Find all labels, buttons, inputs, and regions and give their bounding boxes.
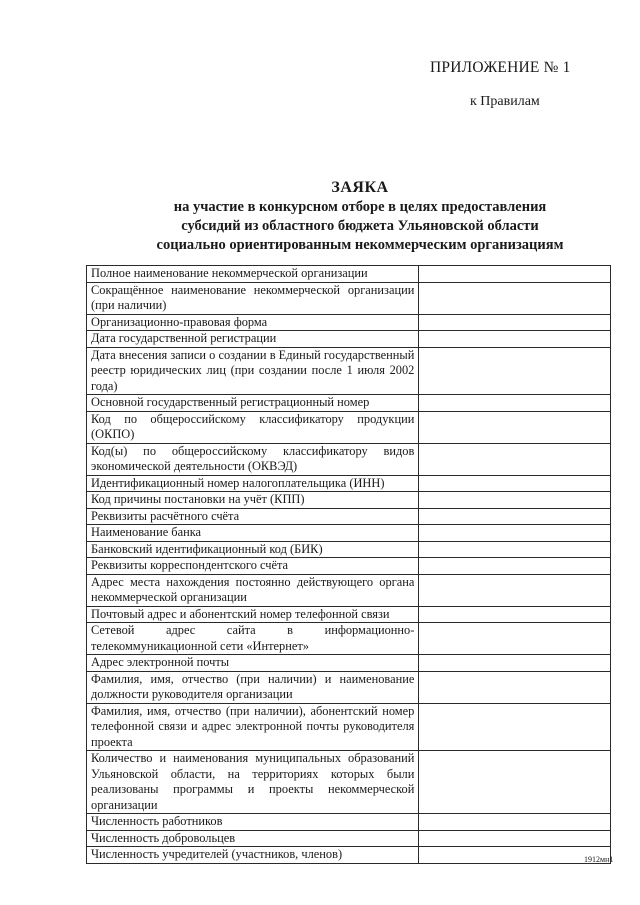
application-form-table — [86, 265, 614, 864]
field-value[interactable] — [419, 814, 611, 831]
field-label: Код по общероссийскому классификатору продукции (ОКПО) — [87, 411, 419, 443]
field-label: Адрес электронной почты — [87, 655, 419, 672]
field-value[interactable] — [419, 830, 611, 847]
table-row — [87, 347, 611, 395]
field-value[interactable] — [419, 347, 611, 395]
field-label: Численность добровольцев — [87, 830, 419, 847]
heading-line-1: на участие в конкурсном отборе в целях предоставления — [173, 199, 547, 215]
field-value[interactable] — [419, 492, 611, 509]
field-label: Численность работников — [87, 814, 419, 831]
field-label: Дата государственной регистрации — [87, 331, 419, 348]
field-label: Почтовый адрес и абонентский номер телефонной связи — [87, 606, 419, 623]
field-value[interactable] — [419, 411, 611, 443]
field-value[interactable] — [419, 655, 611, 672]
table-row — [87, 751, 611, 814]
table-row — [87, 331, 611, 348]
table-row — [87, 558, 611, 575]
field-label: Количество и наименования муниципальных образований Ульяновской области, на территориях которых были реализованы программы и проекты некоммерческой организации — [87, 751, 419, 814]
document-title: ЗАЯКА — [331, 179, 389, 196]
document-code: 1912мн1 — [584, 855, 614, 864]
table-row — [87, 655, 611, 672]
field-value[interactable] — [419, 475, 611, 492]
table-row — [87, 525, 611, 542]
field-value[interactable] — [419, 703, 611, 751]
appendix-subtitle: к Правилам — [470, 94, 540, 109]
heading-line-2: субсидий из областного бюджета Ульяновской области — [181, 218, 539, 234]
field-label: Полное наименование некоммерческой организации — [87, 266, 419, 283]
field-label: Сетевой адрес сайта в информационно-телекоммуникационной сети «Интернет» — [87, 623, 419, 655]
table-row — [87, 847, 611, 864]
field-label: Фамилия, имя, отчество (при наличии) и наименование должности руководителя организации — [87, 671, 419, 703]
appendix-title: ПРИЛОЖЕНИЕ № 1 — [430, 59, 571, 76]
document-heading — [100, 178, 620, 255]
field-value[interactable] — [419, 847, 614, 864]
field-value[interactable] — [419, 574, 611, 606]
table-row — [87, 671, 611, 703]
field-label: Дата внесения записи о создании в Единый государственный реестр юридических лиц (при создании после 1 июля 2002 года) — [87, 347, 419, 395]
field-value[interactable] — [419, 525, 611, 542]
field-label: Наименование банка — [87, 525, 419, 542]
table-row — [87, 266, 611, 283]
table-row — [87, 703, 611, 751]
field-label: Реквизиты расчётного счёта — [87, 508, 419, 525]
field-label: Адрес места нахождения постоянно действующего органа некоммерческой организации — [87, 574, 419, 606]
field-label: Численность учредителей (участников, членов) — [87, 847, 419, 864]
field-label: Организационно-правовая форма — [87, 314, 419, 331]
field-value[interactable] — [419, 395, 611, 412]
table-row — [87, 574, 611, 606]
field-value[interactable] — [419, 266, 611, 283]
field-value[interactable] — [419, 314, 611, 331]
table-row — [87, 443, 611, 475]
table-row — [87, 492, 611, 509]
field-value[interactable] — [419, 671, 611, 703]
field-value[interactable] — [419, 751, 611, 814]
field-value[interactable] — [419, 623, 611, 655]
field-value[interactable] — [419, 282, 611, 314]
field-label: Банковский идентификационный код (БИК) — [87, 541, 419, 558]
table-row — [87, 282, 611, 314]
field-label: Идентификационный номер налогоплательщика (ИНН) — [87, 475, 419, 492]
field-label: Реквизиты корреспондентского счёта — [87, 558, 419, 575]
table-row — [87, 395, 611, 412]
field-value[interactable] — [419, 443, 611, 475]
table-row — [87, 623, 611, 655]
field-label: Код причины постановки на учёт (КПП) — [87, 492, 419, 509]
field-label: Фамилия, имя, отчество (при наличии), абонентский номер телефонной связи и адрес электронной почты руководителя проекта — [87, 703, 419, 751]
table-row — [87, 814, 611, 831]
field-value[interactable] — [419, 541, 611, 558]
table-row — [87, 314, 611, 331]
heading-line-3: социально ориентированным некоммерческим организациям — [156, 237, 564, 253]
field-label: Основной государственный регистрационный номер — [87, 395, 419, 412]
table-row — [87, 830, 611, 847]
field-label: Сокращённое наименование некоммерческой организации (при наличии) — [87, 282, 419, 314]
table-row — [87, 475, 611, 492]
field-label: Код(ы) по общероссийскому классификатору видов экономической деятельности (ОКВЭД) — [87, 443, 419, 475]
field-value[interactable] — [419, 606, 611, 623]
table-row — [87, 508, 611, 525]
table-row — [87, 541, 611, 558]
field-value[interactable] — [419, 508, 611, 525]
table-row — [87, 411, 611, 443]
field-value[interactable] — [419, 558, 611, 575]
field-value[interactable] — [419, 331, 611, 348]
table-row — [87, 606, 611, 623]
